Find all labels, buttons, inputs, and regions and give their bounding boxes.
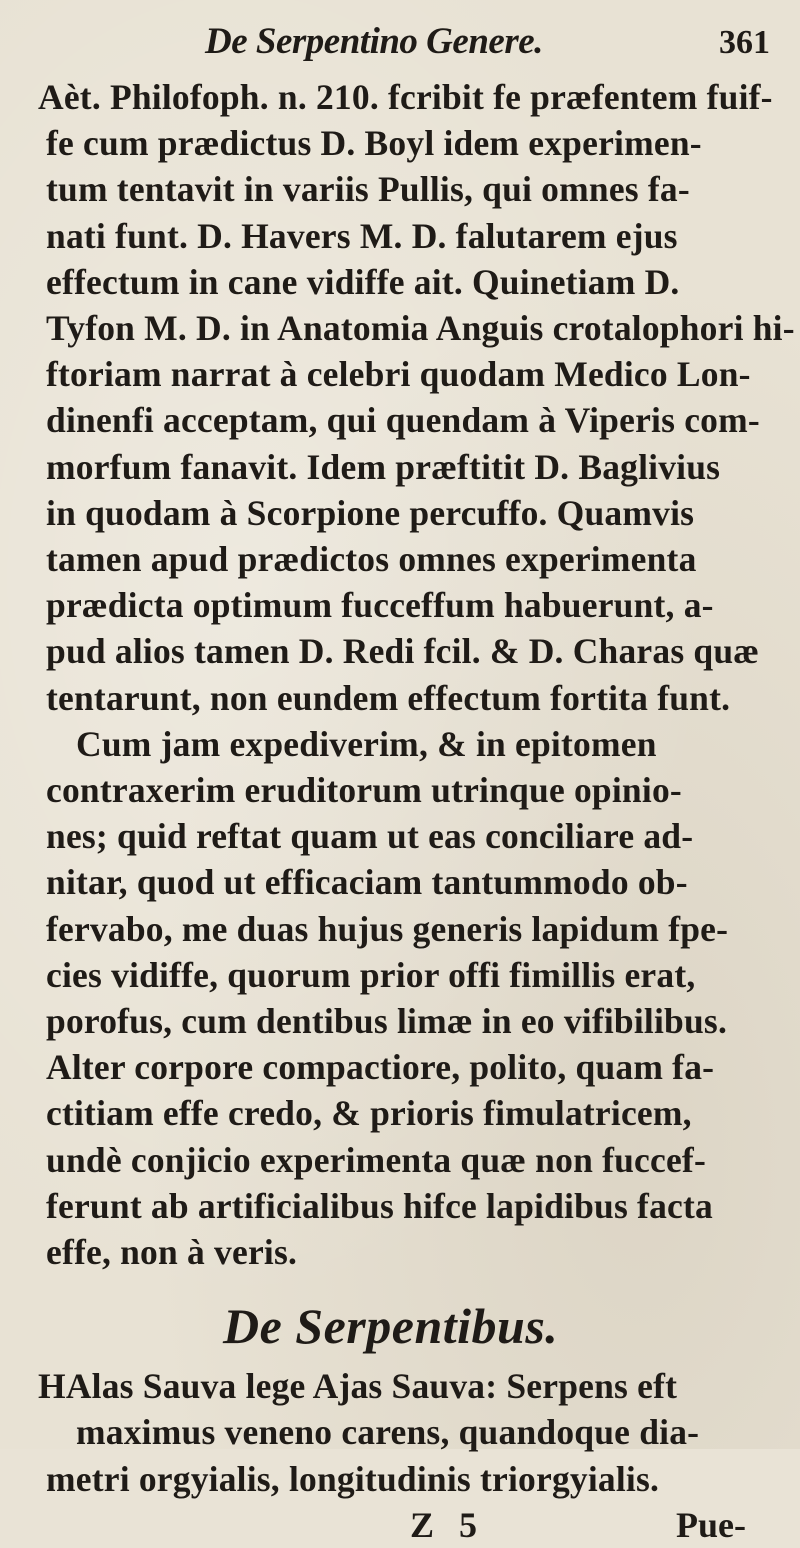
text-line: metri orgyialis, longitudinis triorgyialis.: [46, 1458, 660, 1499]
section-heading: De Serpentibus.: [223, 1298, 559, 1355]
text-line: tum tentavit in variis Pullis, qui omnes fa-: [46, 169, 690, 210]
section-text: [20, 1363, 782, 1502]
running-title: De Serpentino Genere.: [205, 21, 543, 62]
text-line: fervabo, me duas hujus generis lapidum fpe-: [46, 908, 729, 949]
text-line: ferunt ab artificialibus hifce lapidibus facta: [46, 1185, 713, 1226]
text-line: Alter corpore compactiore, polito, quam fa-: [46, 1047, 715, 1088]
signature-mark: Z 5: [410, 1504, 486, 1545]
text-line: undè conjicio experimenta quæ non fuccef-: [46, 1139, 706, 1180]
text-line: fe cum prædictus D. Boyl idem experimen-: [46, 123, 702, 164]
text-line: effectum in cane vidiffe ait. Quinetiam D.: [46, 261, 680, 302]
text-line: effe, non à veris.: [46, 1232, 298, 1273]
text-line: Cum jam expediverim, & in epitomen: [76, 723, 657, 764]
running-head: [20, 20, 782, 72]
text-line: prædicta optimum fucceffum habuerunt, a-: [46, 585, 714, 626]
page-number: 361: [719, 24, 770, 61]
text-line: contraxerim eruditorum utrinque opinio-: [46, 770, 682, 811]
text-line: porofus, cum dentibus limæ in eo vifibilibus.: [46, 1001, 728, 1042]
catchword: Pue-: [676, 1504, 746, 1545]
text-line: dinenfi acceptam, qui quendam à Viperis com-: [46, 400, 760, 441]
text-line: ftoriam narrat à celebri quodam Medico Lon-: [46, 354, 751, 395]
text-line: maximus veneno carens, quandoque dia-: [76, 1412, 700, 1453]
body-text: [20, 74, 795, 1275]
text-line: nitar, quod ut efficaciam tantummodo ob-: [46, 862, 688, 903]
text-line: in quodam à Scorpione percuffo. Quamvis: [46, 492, 695, 533]
text-line: pud alios tamen D. Redi fcil. & D. Charas quæ: [46, 631, 760, 672]
text-line: HAlas Sauva lege Ajas Sauva: Serpens eft: [38, 1366, 678, 1407]
text-line: ctitiam effe credo, & prioris fimulatricem,: [46, 1093, 692, 1134]
text-line: cies vidiffe, quorum prior offi fimillis erat,: [46, 954, 696, 995]
text-line: tentarunt, non eundem effectum fortita funt.: [46, 677, 731, 718]
text-line: Aѐt. Philofoph. n. 210. fcribit fe præfentem fuif-: [38, 77, 773, 117]
text-line: nes; quid reftat quam ut eas conciliare ad-: [46, 816, 694, 857]
page-footer: [20, 1502, 782, 1548]
text-line: nati funt. D. Havers M. D. falutarem ejus: [46, 215, 678, 256]
text-line: Tyfon M. D. in Anatomia Anguis crotalophori hi-: [46, 308, 795, 349]
text-line: tamen apud prædictos omnes experimenta: [46, 539, 697, 580]
text-line: morfum fanavit. Idem præftitit D. Baglivius: [46, 446, 721, 487]
